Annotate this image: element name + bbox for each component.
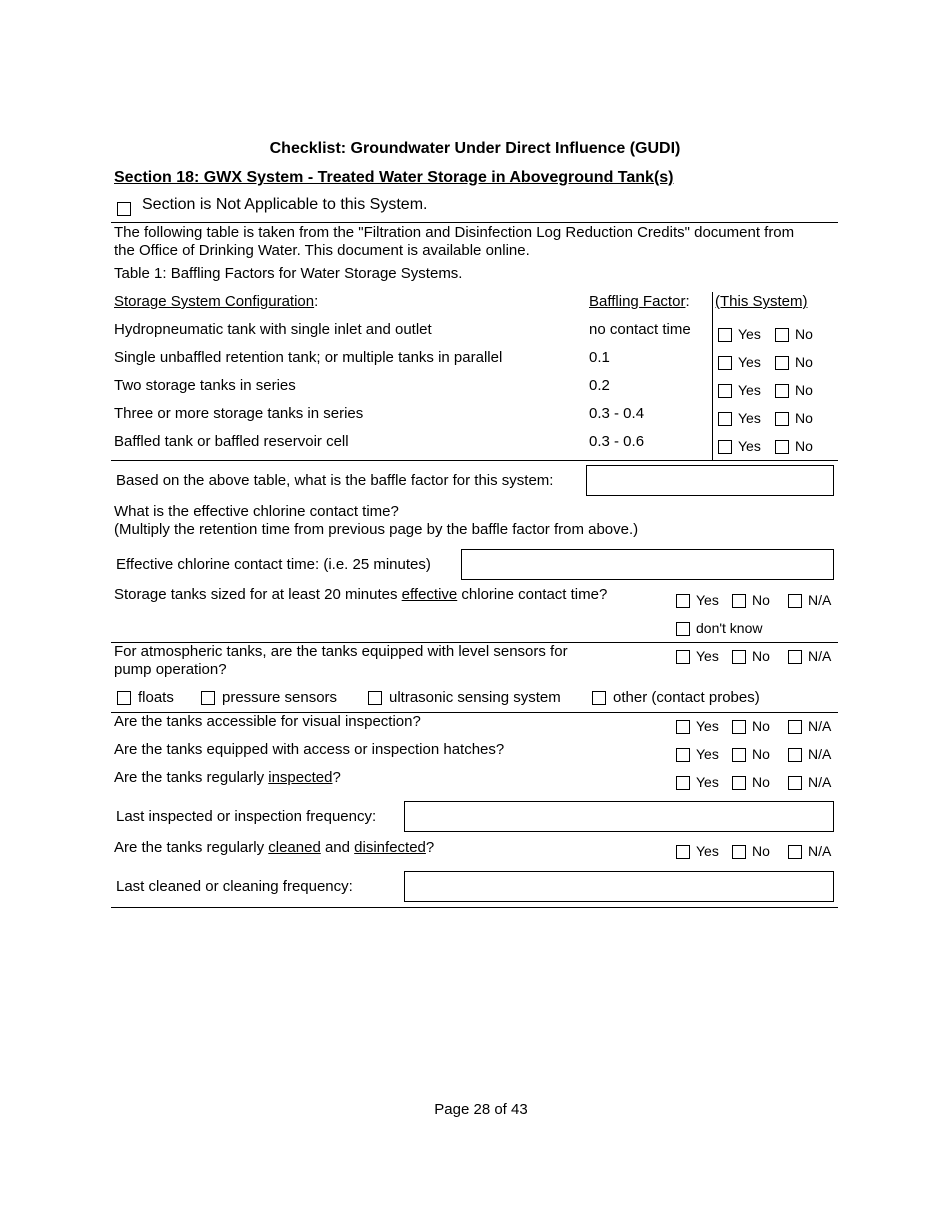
divider [111, 460, 838, 461]
hatches-no-checkbox[interactable] [732, 748, 746, 762]
cleaned-na-checkbox[interactable] [788, 845, 802, 859]
sized-no-checkbox[interactable] [732, 594, 746, 608]
no-label: No [795, 326, 813, 342]
na-label: N/A [808, 648, 832, 664]
sized-na-checkbox[interactable] [788, 594, 802, 608]
na-label: N/A [808, 774, 832, 790]
row-no-checkbox[interactable] [775, 412, 789, 426]
table-caption: Table 1: Baffling Factors for Water Storage Systems. [114, 265, 463, 282]
sensor-pressure-label: pressure sensors [222, 689, 338, 706]
yes-label: Yes [696, 746, 719, 762]
sensor-ultrasonic-label: ultrasonic sensing system [389, 689, 561, 706]
baffle-factor-input[interactable] [586, 465, 834, 496]
accessible-na-checkbox[interactable] [788, 720, 802, 734]
row-yes-checkbox[interactable] [718, 440, 732, 454]
row-yes-checkbox[interactable] [718, 328, 732, 342]
yes-label: Yes [696, 592, 719, 608]
row-config: Hydropneumatic tank with single inlet and outlet [114, 321, 432, 338]
no-label: No [795, 410, 813, 426]
yes-label: Yes [738, 354, 761, 370]
row-yes-checkbox[interactable] [718, 384, 732, 398]
sensor-pressure-checkbox[interactable] [201, 691, 215, 705]
sized-dont-know-checkbox[interactable] [676, 622, 690, 636]
sized-question: Storage tanks sized for at least 20 minutes effective chlorine contact time? [114, 586, 608, 603]
atmos-na-checkbox[interactable] [788, 650, 802, 664]
no-label: No [795, 438, 813, 454]
row-config: Baffled tank or baffled reservoir cell [114, 433, 349, 450]
row-factor: 0.1 [589, 349, 610, 366]
no-label: No [752, 592, 770, 608]
effective-time-input[interactable] [461, 549, 834, 580]
no-label: No [752, 648, 770, 664]
yes-label: Yes [738, 410, 761, 426]
cleaned-question: Are the tanks regularly cleaned and disinfected? [114, 839, 435, 856]
cleaned-yes-checkbox[interactable] [676, 845, 690, 859]
na-label: N/A [808, 718, 832, 734]
baffle-factor-label: Based on the above table, what is the baffle factor for this system: [116, 472, 554, 489]
na-label: N/A [808, 843, 832, 859]
last-inspected-input[interactable] [404, 801, 834, 832]
row-yes-checkbox[interactable] [718, 356, 732, 370]
row-factor: no contact time [589, 321, 691, 338]
no-label: No [752, 746, 770, 762]
page-title: Checklist: Groundwater Under Direct Influence (GUDI) [269, 140, 681, 157]
column-header-configuration: Storage System Configuration: [114, 293, 319, 310]
no-label: No [752, 718, 770, 734]
yes-label: Yes [696, 718, 719, 734]
inspected-yes-checkbox[interactable] [676, 776, 690, 790]
yes-label: Yes [696, 648, 719, 664]
row-no-checkbox[interactable] [775, 356, 789, 370]
divider [111, 222, 838, 223]
last-cleaned-label: Last cleaned or cleaning frequency: [116, 878, 353, 895]
sensor-other-checkbox[interactable] [592, 691, 606, 705]
row-no-checkbox[interactable] [775, 384, 789, 398]
hatches-question: Are the tanks equipped with access or inspection hatches? [114, 741, 505, 758]
hatches-na-checkbox[interactable] [788, 748, 802, 762]
inspected-question: Are the tanks regularly inspected? [114, 769, 341, 786]
row-factor: 0.3 - 0.4 [589, 405, 645, 422]
intro-text: the Office of Drinking Water. This document is available online. [114, 242, 530, 259]
row-config: Three or more storage tanks in series [114, 405, 364, 422]
section-heading: Section 18: GWX System - Treated Water Storage in Aboveground Tank(s) [114, 169, 674, 186]
atmos-question: For atmospheric tanks, are the tanks equipped with level sensors for [114, 643, 568, 660]
na-label: N/A [808, 592, 832, 608]
sized-yes-checkbox[interactable] [676, 594, 690, 608]
hatches-yes-checkbox[interactable] [676, 748, 690, 762]
column-header-this-system: (This System) [715, 293, 808, 310]
yes-label: Yes [738, 326, 761, 342]
effective-note: (Multiply the retention time from previous page by the baffle factor from above.) [114, 521, 639, 538]
yes-label: Yes [738, 438, 761, 454]
accessible-question: Are the tanks accessible for visual inspection? [114, 713, 421, 730]
inspected-no-checkbox[interactable] [732, 776, 746, 790]
page-number: Page 28 of 43 [434, 1101, 528, 1118]
row-config: Single unbaffled retention tank; or multiple tanks in parallel [114, 349, 503, 366]
row-factor: 0.2 [589, 377, 610, 394]
intro-text: The following table is taken from the "Filtration and Disinfection Log Reduction Credits" document from [114, 224, 795, 241]
accessible-yes-checkbox[interactable] [676, 720, 690, 734]
no-label: No [795, 382, 813, 398]
column-header-baffling-factor: Baffling Factor: [589, 293, 690, 310]
effective-question: What is the effective chlorine contact time? [114, 503, 399, 520]
not-applicable-label: Section is Not Applicable to this System. [142, 196, 428, 213]
divider [111, 907, 838, 908]
table-column-divider [712, 292, 713, 460]
na-label: N/A [808, 746, 832, 762]
no-label: No [752, 843, 770, 859]
atmos-yes-checkbox[interactable] [676, 650, 690, 664]
sensor-ultrasonic-checkbox[interactable] [368, 691, 382, 705]
not-applicable-checkbox[interactable] [117, 202, 131, 216]
row-factor: 0.3 - 0.6 [589, 433, 645, 450]
dont-know-label: don't know [696, 620, 763, 636]
yes-label: Yes [696, 774, 719, 790]
last-cleaned-input[interactable] [404, 871, 834, 902]
row-no-checkbox[interactable] [775, 440, 789, 454]
effective-time-label: Effective chlorine contact time: (i.e. 25 minutes) [116, 556, 431, 573]
sensor-floats-checkbox[interactable] [117, 691, 131, 705]
row-yes-checkbox[interactable] [718, 412, 732, 426]
no-label: No [795, 354, 813, 370]
yes-label: Yes [738, 382, 761, 398]
sensor-floats-label: floats [138, 689, 174, 706]
atmos-no-checkbox[interactable] [732, 650, 746, 664]
row-config: Two storage tanks in series [114, 377, 296, 394]
atmos-question-cont: pump operation? [114, 661, 227, 678]
yes-label: Yes [696, 843, 719, 859]
no-label: No [752, 774, 770, 790]
inspected-na-checkbox[interactable] [788, 776, 802, 790]
last-inspected-label: Last inspected or inspection frequency: [116, 808, 377, 825]
sensor-other-label: other (contact probes) [613, 689, 760, 706]
accessible-no-checkbox[interactable] [732, 720, 746, 734]
row-no-checkbox[interactable] [775, 328, 789, 342]
cleaned-no-checkbox[interactable] [732, 845, 746, 859]
